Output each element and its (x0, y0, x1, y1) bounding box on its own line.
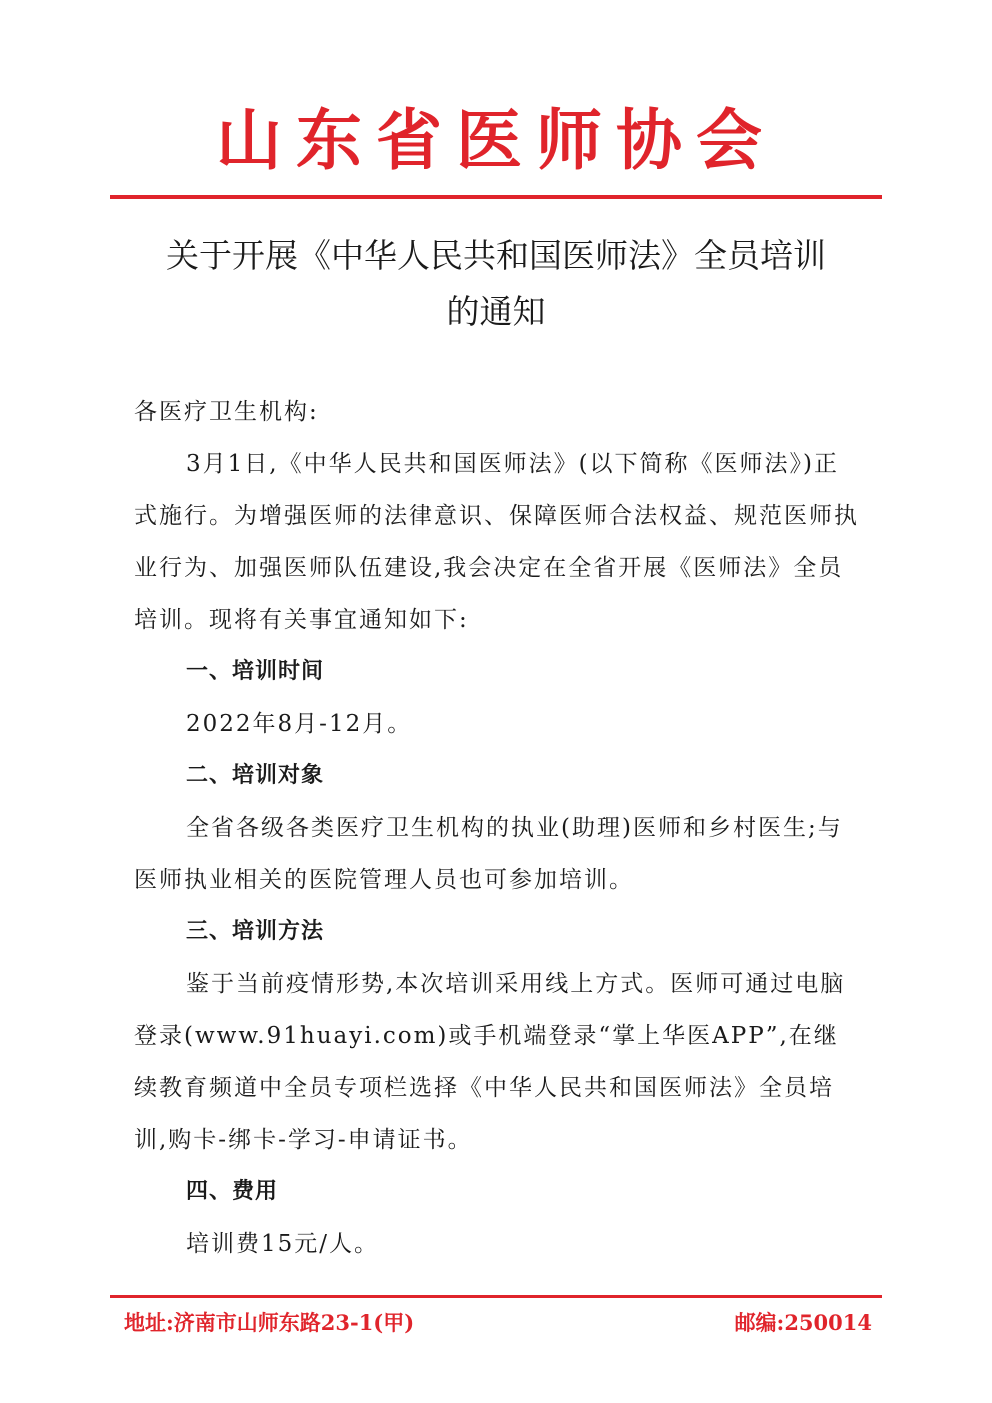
intro-paragraph: 3月1日,《中华人民共和国医师法》(以下简称《医师法》)正式施行。为增强医师的法律意识、保障医师合法权益、规范医师执业行为、加强医师队伍建设,我会决定在全省开展《医师法》全员培训。现将有关事宜通知如下: (134, 451, 859, 633)
header-divider (110, 195, 882, 199)
section-text: 培训费15元/人。 (186, 1231, 380, 1257)
footer-address: 地址:济南市山师东路23-1(甲) (124, 1310, 415, 1335)
section-text: 2022年8月-12月。 (186, 711, 413, 737)
document-title (110, 228, 882, 340)
section-text: 鉴于当前疫情形势,本次培训采用线上方式。医师可通过电脑登录(www.91huayi.com)或手机端登录“掌上华医APP”,在继续教育频道中全员专项栏选择《中华人民共和国医师法》全员培训,购卡-绑卡-学习-申请证书。 (134, 971, 846, 1153)
section-heading: 四、费用 (186, 1179, 279, 1204)
footer (124, 1305, 872, 1341)
section-heading: 三、培训方法 (186, 919, 325, 944)
footer-divider (110, 1295, 882, 1298)
section-heading: 一、培训时间 (186, 659, 325, 684)
document-body (134, 386, 862, 1270)
section-heading: 二、培训对象 (186, 763, 325, 788)
footer-postcode: 邮编:250014 (734, 1310, 872, 1335)
salutation: 各医疗卫生机构: (134, 399, 319, 425)
document-title-line1: 关于开展《中华人民共和国医师法》全员培训 (166, 236, 826, 275)
document-title-line2: 的通知 (446, 292, 546, 331)
org-letterhead-title: 山东省医师协会 (216, 101, 776, 179)
section-text: 全省各级各类医疗卫生机构的执业(助理)医师和乡村医生;与医师执业相关的医院管理人员也可参加培训。 (134, 815, 843, 893)
